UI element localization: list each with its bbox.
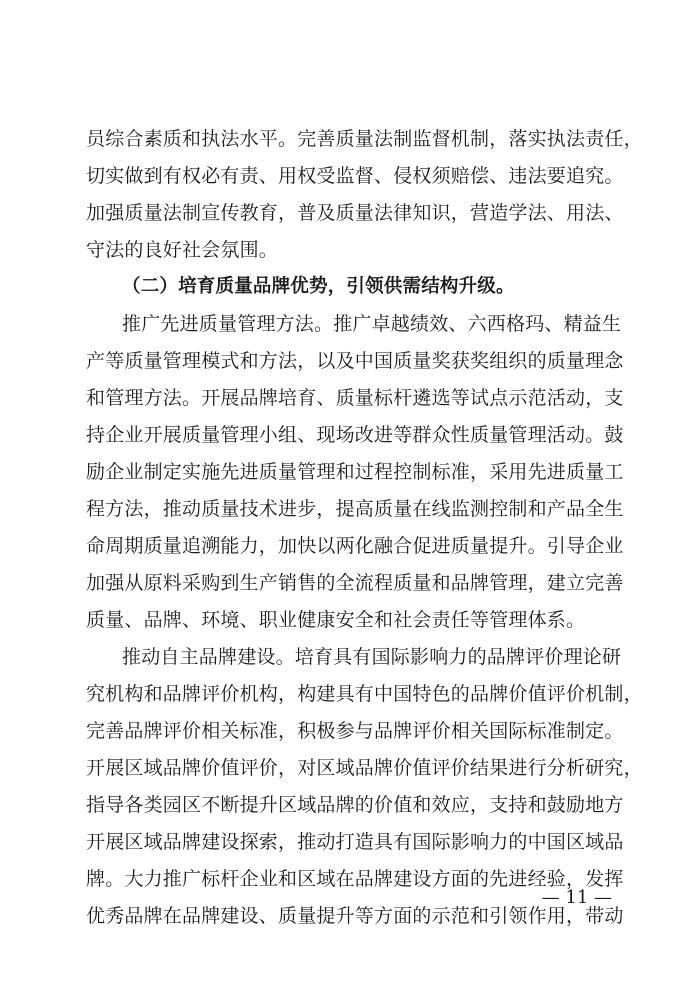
paragraph-start-line: 推广先进质量管理方法。推广卓越绩效、六西格玛、精益生 bbox=[122, 313, 622, 335]
body-text-line: 守法的良好社会氛围。 bbox=[86, 239, 279, 261]
paragraph-start-line: 推动自主品牌建设。培育具有国际影响力的品牌评价理论研 bbox=[122, 646, 622, 668]
body-text-line: 开展区域品牌建设探索，推动打造具有国际影响力的中国区域品 bbox=[86, 831, 624, 853]
body-text-line: 命周期质量追溯能力，加快以两化融合促进质量提升。引导企业 bbox=[86, 535, 624, 557]
body-text-line: 质量、品牌、环境、职业健康安全和社会责任等管理体系。 bbox=[86, 609, 586, 631]
body-text-line: 完善品牌评价相关标准，积极参与品牌评价相关国际标准制定。 bbox=[86, 720, 624, 742]
body-text-line: 员综合素质和执法水平。完善质量法制监督机制，落实执法责任， bbox=[86, 128, 643, 150]
body-text-line: 程方法，推动质量技术进步，提高质量在线监测控制和产品全生 bbox=[86, 498, 624, 520]
body-text-line: 加强从原料采购到生产销售的全流程质量和品牌管理，建立完善 bbox=[86, 572, 624, 594]
body-text-line: 究机构和品牌评价机构，构建具有中国特色的品牌价值评价机制， bbox=[86, 683, 643, 705]
body-text-line: 产等质量管理模式和方法，以及中国质量奖获奖组织的质量理念 bbox=[86, 350, 624, 372]
body-text-line: 加强质量法制宣传教育，普及质量法律知识，营造学法、用法、 bbox=[86, 202, 624, 224]
body-text-line: 指导各类园区不断提升区域品牌的价值和效应，支持和鼓励地方 bbox=[86, 794, 624, 816]
section-heading: （二）培育质量品牌优势，引领供需结构升级。 bbox=[122, 276, 515, 297]
body-text-line: 开展区域品牌价值评价，对区域品牌价值评价结果进行分析研究， bbox=[86, 757, 643, 779]
body-text-line: 牌。大力推广标杆企业和区域在品牌建设方面的先进经验，发挥 bbox=[86, 868, 624, 890]
page-number: — 11 — bbox=[541, 887, 612, 908]
body-text-line: 和管理方法。开展品牌培育、质量标杆遴选等试点示范活动，支 bbox=[86, 387, 624, 409]
body-text-line: 励企业制定实施先进质量管理和过程控制标准，采用先进质量工 bbox=[86, 461, 624, 483]
body-text-line: 持企业开展质量管理小组、现场改进等群众性质量管理活动。鼓 bbox=[86, 424, 624, 446]
body-text-line: 优秀品牌在品牌建设、质量提升等方面的示范和引领作用，带动 bbox=[86, 905, 624, 927]
body-text-line: 切实做到有权必有责、用权受监督、侵权须赔偿、违法要追究。 bbox=[86, 165, 624, 187]
